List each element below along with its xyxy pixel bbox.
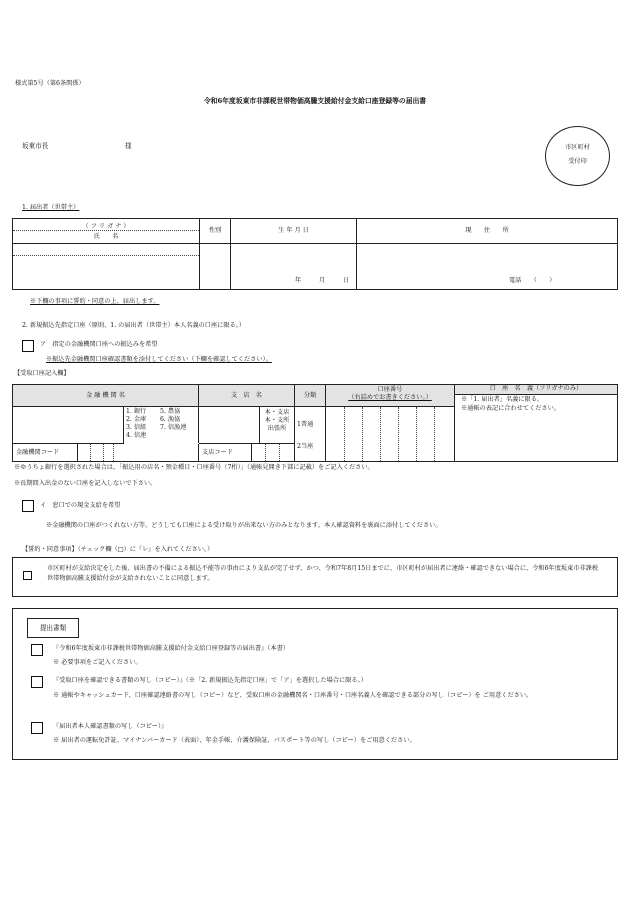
yucho-note: ※ゆうちょ銀行を選択された場合は、「振込用の店名・預金種目・口座番号（7桁）」（通帳見開き下部に記載）をご記入ください。 bbox=[14, 464, 374, 471]
bank-type-options bbox=[124, 407, 199, 443]
honorific: 様 bbox=[125, 142, 132, 150]
option-a-note: ※振込先金融機関口座確認書類を添付してください（下欄を確認してください）。 bbox=[46, 356, 272, 363]
reception-stamp bbox=[545, 126, 610, 186]
name-field[interactable] bbox=[13, 244, 200, 289]
class-futsu[interactable]: 1普通 bbox=[297, 421, 314, 428]
doc1-note: ※ 必要事項をご記入ください。 bbox=[53, 659, 142, 666]
documents-heading: 提出書類 bbox=[27, 618, 79, 638]
branch-type-shuchojo[interactable]: 出張所 bbox=[267, 424, 287, 432]
bank-type-3[interactable]: 3. 信組 bbox=[126, 424, 147, 431]
documents-box bbox=[12, 608, 618, 760]
doc2-note: ※ 通帳やキャッシュカード、口座確認連絡書の写し（コピー）など、受取口座の金融機関名・口座番号・口座名義人を確認できる部分の写し（コピー）を ご用意ください。 bbox=[53, 692, 533, 699]
phone-field[interactable]: 電話 （ ） bbox=[509, 277, 556, 284]
account-label: 【受取口座記入欄】 bbox=[14, 370, 70, 377]
dob-field[interactable] bbox=[231, 244, 357, 289]
doc1-title: 『令和6年度坂東市非課税世帯物価高騰支援給付金支給口座登録等の届出書』（本書） bbox=[53, 645, 289, 652]
doc1-checkbox[interactable] bbox=[31, 644, 43, 656]
branch-header: 支 店 名 bbox=[199, 385, 295, 407]
bank-type-2[interactable]: 2. 金庫 bbox=[126, 416, 147, 423]
option-a-label: ア 指定の金融機関口座への振込みを希望 bbox=[40, 341, 158, 348]
dob-year: 年 bbox=[295, 277, 302, 284]
addressee: 坂東市長 bbox=[22, 142, 49, 150]
dob-day: 日 bbox=[343, 277, 350, 284]
option-a-checkbox[interactable] bbox=[22, 340, 34, 352]
account-holder-field[interactable] bbox=[455, 414, 617, 461]
pledge-notice: ※下欄の事項に誓約・同意の上、届出します。 bbox=[30, 298, 160, 305]
form-title: 令和6年度坂東市非課税世帯物価高騰支援給付金支給口座登録等の届出書 bbox=[203, 97, 427, 105]
number-header: 口座番号 bbox=[377, 386, 403, 393]
doc3-checkbox[interactable] bbox=[31, 722, 43, 734]
address-field[interactable] bbox=[357, 244, 617, 289]
branch-name-field[interactable] bbox=[199, 407, 260, 444]
section2-heading: 2. 新規振込先指定口座（原則、1. の届出者（世帯主）本人名義の口座に限る。） bbox=[22, 322, 246, 329]
doc2-title: 『受取口座を確認できる書類の写し（コピー）』（※「2. 新規振込先指定口座」で「ア」を選択した場合に限る。） bbox=[53, 677, 367, 684]
bank-name-field[interactable] bbox=[13, 407, 124, 444]
doc2-checkbox[interactable] bbox=[31, 676, 43, 688]
bank-type-6[interactable]: 6. 漁協 bbox=[160, 416, 181, 423]
dob-header: 生 年 月 日 bbox=[231, 219, 357, 244]
account-table bbox=[12, 384, 618, 462]
bank-type-5[interactable]: 5. 農協 bbox=[160, 408, 181, 415]
number-sub: （右詰めでお書きください。） bbox=[348, 393, 432, 401]
option-b-checkbox[interactable] bbox=[22, 500, 34, 512]
pledge-text: 市区町村が支給決定をした後、届出書の不備による振込不能等の事由により支払が完了せず、かつ、令和7年8月15日までに、市区町村が届出者に連絡・確認できない場合に、令和6年度坂東市非課税世帯物価高騰支援給付金が支給されないことに同意します。 bbox=[47, 565, 599, 582]
stamp-line1: 市区町村 bbox=[565, 144, 590, 151]
address-header: 現 住 所 bbox=[357, 219, 617, 244]
pledge-heading: 【誓約・同意事項】（チェック欄（□）に『レ』を入れてください。） bbox=[22, 546, 214, 553]
bank-code-row bbox=[13, 444, 199, 461]
branch-type-options bbox=[260, 407, 295, 444]
bank-header: 金 融 機 関 名 bbox=[13, 385, 199, 407]
branch-code-row bbox=[199, 444, 295, 461]
branch-code-label: 支店コード bbox=[202, 449, 233, 456]
bank-type-7[interactable]: 7. 信漁連 bbox=[160, 424, 187, 431]
branch-type-honshisho[interactable]: 本・支所 bbox=[264, 416, 290, 424]
class-options bbox=[295, 407, 326, 461]
option-b-note: ※金融機関の口座がつくれない方等、どうしても口座による受け取りが出来ない方のみとなります。本人確認資料を裏面に添付してください。 bbox=[46, 522, 442, 529]
pledge-checkbox[interactable] bbox=[23, 571, 32, 580]
branch-type-honshiten[interactable]: 本・支店 bbox=[264, 409, 290, 416]
option-b-label: イ 窓口での現金支給を希望 bbox=[40, 502, 121, 509]
doc3-title: 『届出者本人確認書類の写し（コピー）』 bbox=[53, 723, 168, 730]
section1-heading: 1. 届出者（世帯主） bbox=[22, 204, 80, 211]
number-header-cell bbox=[326, 385, 455, 407]
form-number: 様式第5号（第6条関係） bbox=[15, 80, 85, 87]
holder-note1: ※「1. 届出者」名義に限る。 bbox=[461, 396, 544, 403]
class-header: 分類 bbox=[295, 385, 326, 407]
pledge-box bbox=[12, 557, 618, 597]
bank-type-4[interactable]: 4. 信連 bbox=[126, 432, 147, 439]
longterm-note: ※長期間入出金のない口座を記入しないで下さい。 bbox=[14, 480, 157, 487]
holder-note2: ※通帳の表記に合わせてください。 bbox=[461, 405, 560, 412]
gender-field[interactable] bbox=[200, 244, 231, 289]
bank-type-1[interactable]: 1. 銀行 bbox=[126, 408, 147, 415]
bank-code-label: 金融機関コード bbox=[16, 449, 60, 456]
account-number-field[interactable] bbox=[326, 407, 455, 461]
holder-header: 口 座 名 義（フリガナのみ） bbox=[455, 385, 617, 395]
applicant-table bbox=[12, 218, 618, 290]
gender-header: 性別 bbox=[200, 219, 231, 244]
name-header: 氏 名 bbox=[93, 233, 119, 240]
doc3-note: ※ 届出者の運転免許証、マイナンバーカード（表面）、年金手帳、介護保険証、パスポート等の写し（コピー）をご用意ください。 bbox=[53, 737, 416, 744]
dob-month: 月 bbox=[319, 277, 326, 284]
stamp-line2: 受付印 bbox=[568, 158, 587, 165]
class-toza[interactable]: 2当座 bbox=[297, 443, 314, 450]
furigana-header: （ フ リ ガ ナ ） bbox=[82, 223, 130, 230]
